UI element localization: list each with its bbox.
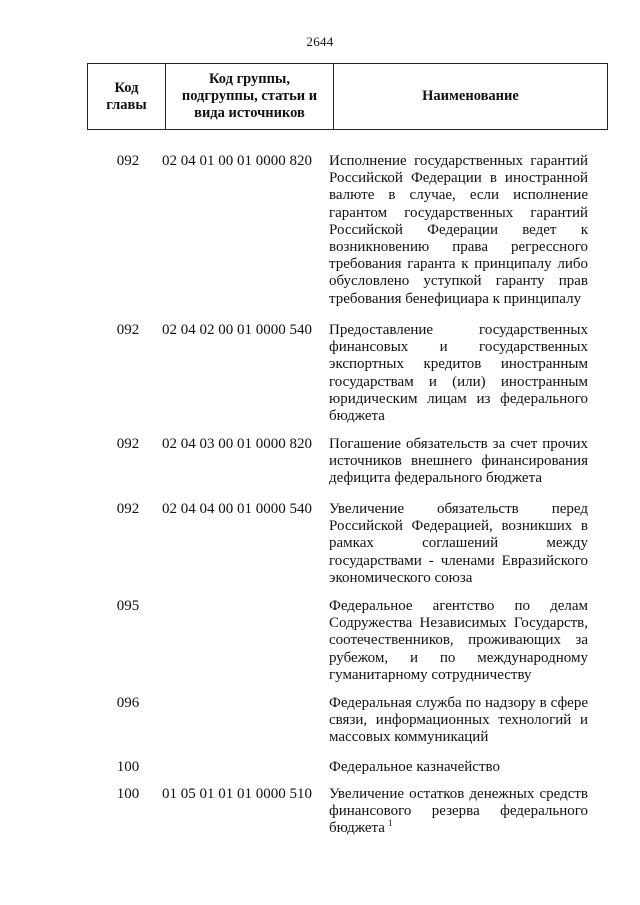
source-code: 02 04 02 00 01 0000 540: [162, 322, 312, 338]
page-number: 2644: [306, 34, 334, 49]
chapter-code: 092: [116, 501, 140, 517]
chapter-code: 095: [116, 598, 140, 614]
header-chapter-code: Код главы: [88, 64, 166, 129]
chapter-code: 092: [116, 322, 140, 338]
chapter-code: 092: [116, 153, 140, 169]
chapter-code: 100: [116, 759, 140, 775]
source-name: [329, 786, 588, 838]
source-code: 02 04 01 00 01 0000 820: [162, 153, 312, 169]
source-name-text: Увеличение остатков денежных средств финансового резерва федерального бюджета: [329, 786, 588, 837]
source-name: Исполнение государственных гарантий Российской Федерации в иностранной валюте в случае, если исполнение гарантом государственных гарантий Российской Федерации ведет к возникновению права регрессного требования гаранта к принципалу либо обусловлено уступкой гаранту прав требования бенефициара к принципалу: [329, 153, 588, 307]
chapter-code: 096: [116, 695, 140, 711]
source-name: Предоставление государственных финансовых и государственных экспортных кредитов иностранным государствам и (или) иностранным юридическим лицам из федерального бюджета: [329, 322, 588, 425]
source-name: Федеральная служба по надзору в сфере связи, информационных технологий и массовых коммуникаций: [329, 695, 588, 746]
header-group-code: Код группы, подгруппы, статьи и вида источников: [166, 64, 334, 129]
chapter-code: 092: [116, 436, 140, 452]
footnote-marker: 1: [387, 818, 393, 829]
source-code: 01 05 01 01 01 0000 510: [162, 786, 312, 802]
source-code: 02 04 04 00 01 0000 540: [162, 501, 312, 517]
chapter-code: 100: [116, 786, 140, 802]
source-name: Федеральное казначейство: [329, 759, 500, 775]
header-name: Наименование: [422, 88, 519, 104]
source-name: Увеличение обязательств перед Российской Федерацией, возникших в рамках соглашений между государствами - членами Евразийского экономического союза: [329, 501, 588, 586]
source-name: Погашение обязательств за счет прочих источников внешнего финансирования дефицита федерального бюджета: [329, 436, 588, 487]
source-code: 02 04 03 00 01 0000 820: [162, 436, 312, 452]
source-name: Федеральное агентство по делам Содружества Независимых Государств, соотечественников, проживающих за рубежом, и по международному гуманитарному сотрудничеству: [329, 598, 588, 683]
